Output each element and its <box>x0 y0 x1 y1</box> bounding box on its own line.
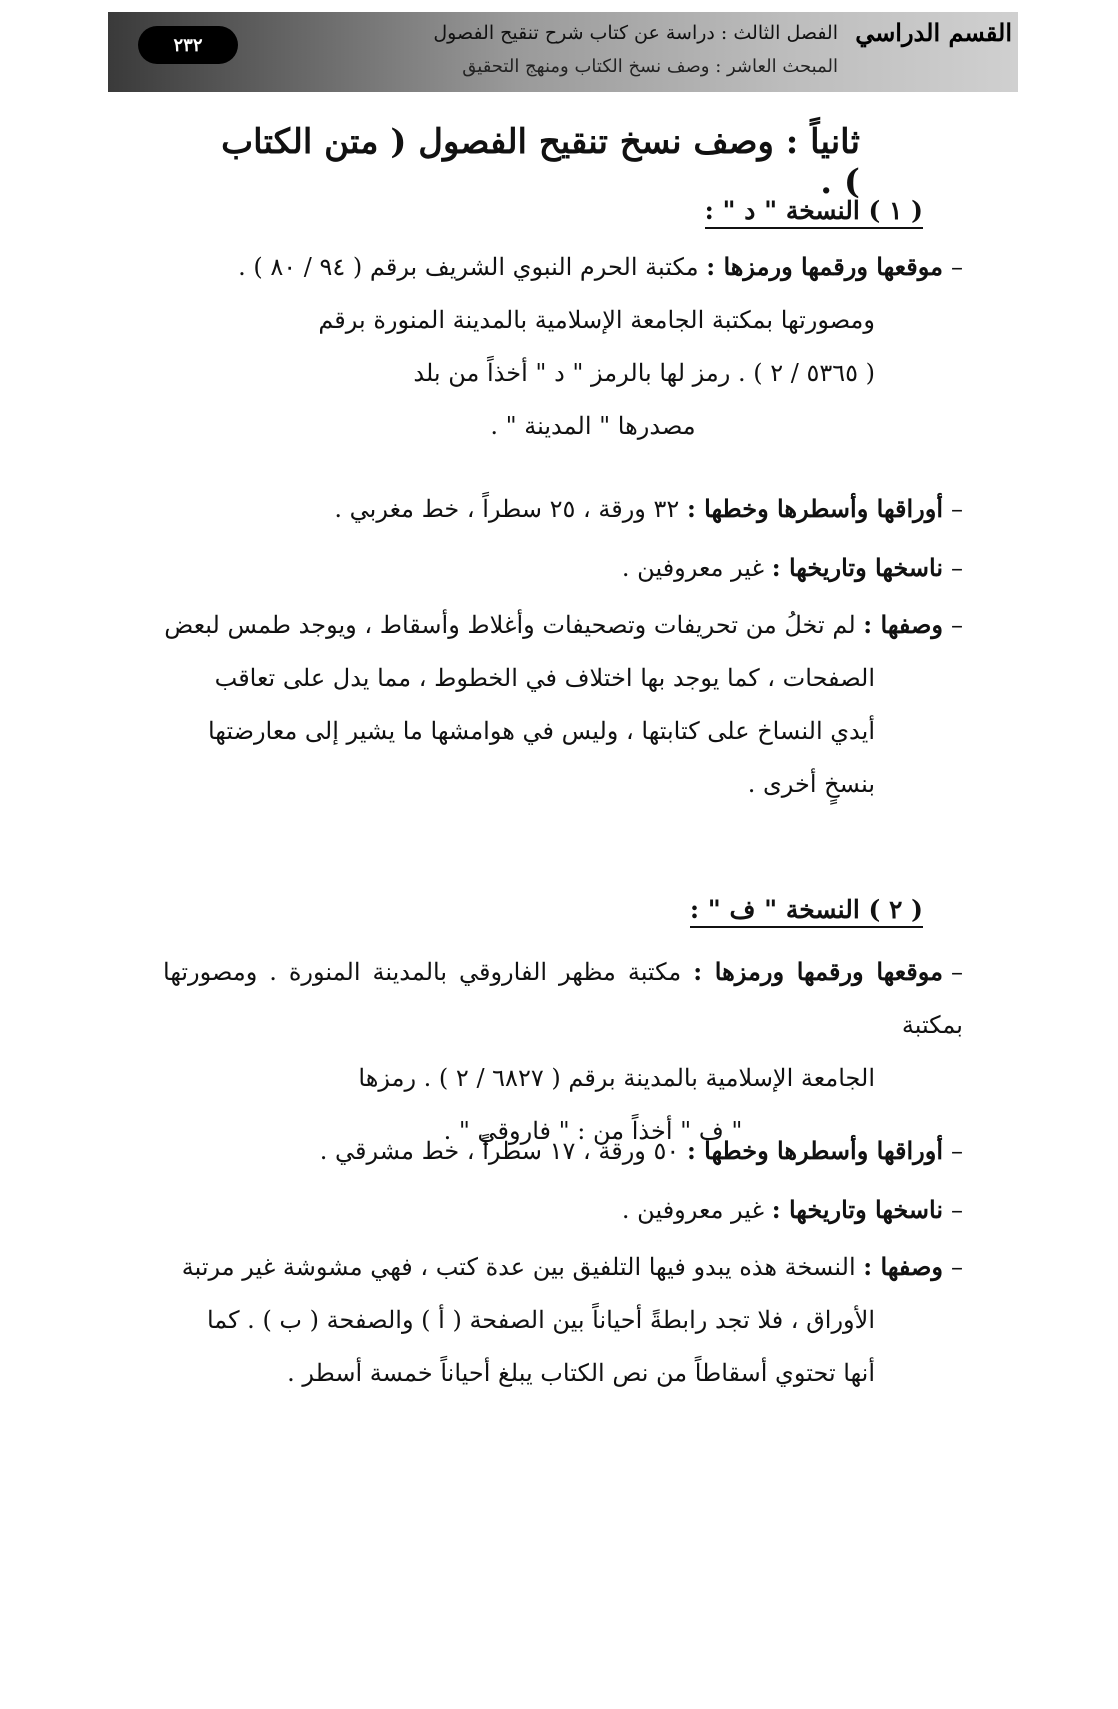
ms1-description-label: وصفها : <box>863 610 943 639</box>
ms2-description-line-3: أنها تحتوي أسقاطاً من نص الكتاب يبلغ أحياناً خمسة أسطر . <box>287 1359 875 1387</box>
ms1-copyist-label: ناسخها وتاريخها : <box>771 553 943 582</box>
manuscript-heading-d: ( ١ ) النسخة " د " : <box>705 196 923 229</box>
ms1-location <box>163 240 963 453</box>
running-header <box>108 12 1018 92</box>
ms2-description-line-1: النسخة هذه يبدو فيها التلفيق بين عدة كتب ، فهي مشوشة غير مرتبة <box>181 1253 856 1281</box>
header-subchapter: المبحث العاشر : وصف نسخ الكتاب ومنهج التحقيق <box>462 56 838 77</box>
ms1-description-line-2: الصفحات ، كما يوجد بها اختلاف في الخطوط ، مما يدل على تعاقب <box>214 664 875 692</box>
page-number: ٢٣٢ <box>138 26 238 64</box>
bullet-dash: – <box>951 611 963 639</box>
ms1-description-line-4: بنسخٍ أخرى . <box>747 770 875 798</box>
ms2-location-label: موقعها ورقمها ورمزها : <box>693 957 943 986</box>
ms1-description <box>163 598 963 811</box>
ms2-copyist-label: ناسخها وتاريخها : <box>771 1195 943 1224</box>
bullet-dash: – <box>951 1137 963 1165</box>
bullet-dash: – <box>951 554 963 582</box>
ms2-description <box>163 1240 963 1400</box>
ms2-leaves-text: ٥٠ ورقة ، ١٧ سطراً ، خط مشرقي . <box>319 1137 680 1165</box>
header-chapter: الفصل الثالث : دراسة عن كتاب شرح تنقيح الفصول <box>433 22 838 44</box>
ms1-leaves-text: ٣٢ ورقة ، ٢٥ سطراً ، خط مغربي . <box>334 495 680 523</box>
ms2-location-line-3: " ف " أخذاً من : " فاروقي " . <box>443 1117 743 1145</box>
ms2-leaves <box>163 1124 963 1178</box>
ms2-description-label: وصفها : <box>863 1252 943 1281</box>
header-section: القسم الدراسي <box>855 18 1012 47</box>
ms2-copyist-text: غير معروفين . <box>621 1196 765 1224</box>
ms1-leaves-label: أوراقها وأسطرها وخطها : <box>686 494 943 523</box>
ms2-leaves-label: أوراقها وأسطرها وخطها : <box>686 1136 943 1165</box>
bullet-dash: – <box>951 1196 963 1224</box>
bullet-dash: – <box>951 1253 963 1281</box>
ms1-description-line-1: لم تخلُ من تحريفات وتصحيفات وأغلاط وأسقاط ، ويوجد طمس لبعض <box>164 611 856 639</box>
page-title: ثانياً : وصف نسخ تنقيح الفصول ( متن الكتاب ) . <box>221 122 860 202</box>
bullet-dash: – <box>951 495 963 523</box>
ms1-location-line-4: مصدرها " المدينة " . <box>490 412 696 440</box>
ms1-location-label: موقعها ورقمها ورمزها : <box>706 252 943 281</box>
bullet-dash: – <box>951 253 963 281</box>
ms1-location-line-3: ( ٥٣٦٥ / ٢ ) . رمز لها بالرمز " د " أخذاً من بلد <box>413 359 875 387</box>
ms1-copyist <box>163 541 963 595</box>
ms2-location-line-2: الجامعة الإسلامية بالمدينة برقم ( ٦٨٢٧ / ٢ ) . رمزها <box>358 1064 875 1092</box>
manuscript-heading-f: ( ٢ ) النسخة " ف " : <box>690 895 923 928</box>
ms1-copyist-text: غير معروفين . <box>621 554 765 582</box>
ms2-location-line-1: مكتبة مظهر الفاروقي بالمدينة المنورة . ومصورتها بمكتبة <box>163 958 963 1039</box>
ms2-copyist <box>163 1183 963 1237</box>
ms2-description-line-2: الأوراق ، فلا تجد رابطةً أحياناً بين الصفحة ( أ ) والصفحة ( ب ) . كما <box>206 1306 875 1334</box>
ms1-description-line-3: أيدي النساخ على كتابتها ، وليس في هوامشها ما يشير إلى معارضتها <box>207 717 875 745</box>
ms1-location-line-1: مكتبة الحرم النبوي الشريف برقم ( ٩٤ / ٨٠ ) . <box>238 253 699 281</box>
ms1-leaves <box>163 482 963 536</box>
ms1-location-line-2: ومصورتها بمكتبة الجامعة الإسلامية بالمدينة المنورة برقم <box>318 306 875 334</box>
bullet-dash: – <box>951 958 963 986</box>
